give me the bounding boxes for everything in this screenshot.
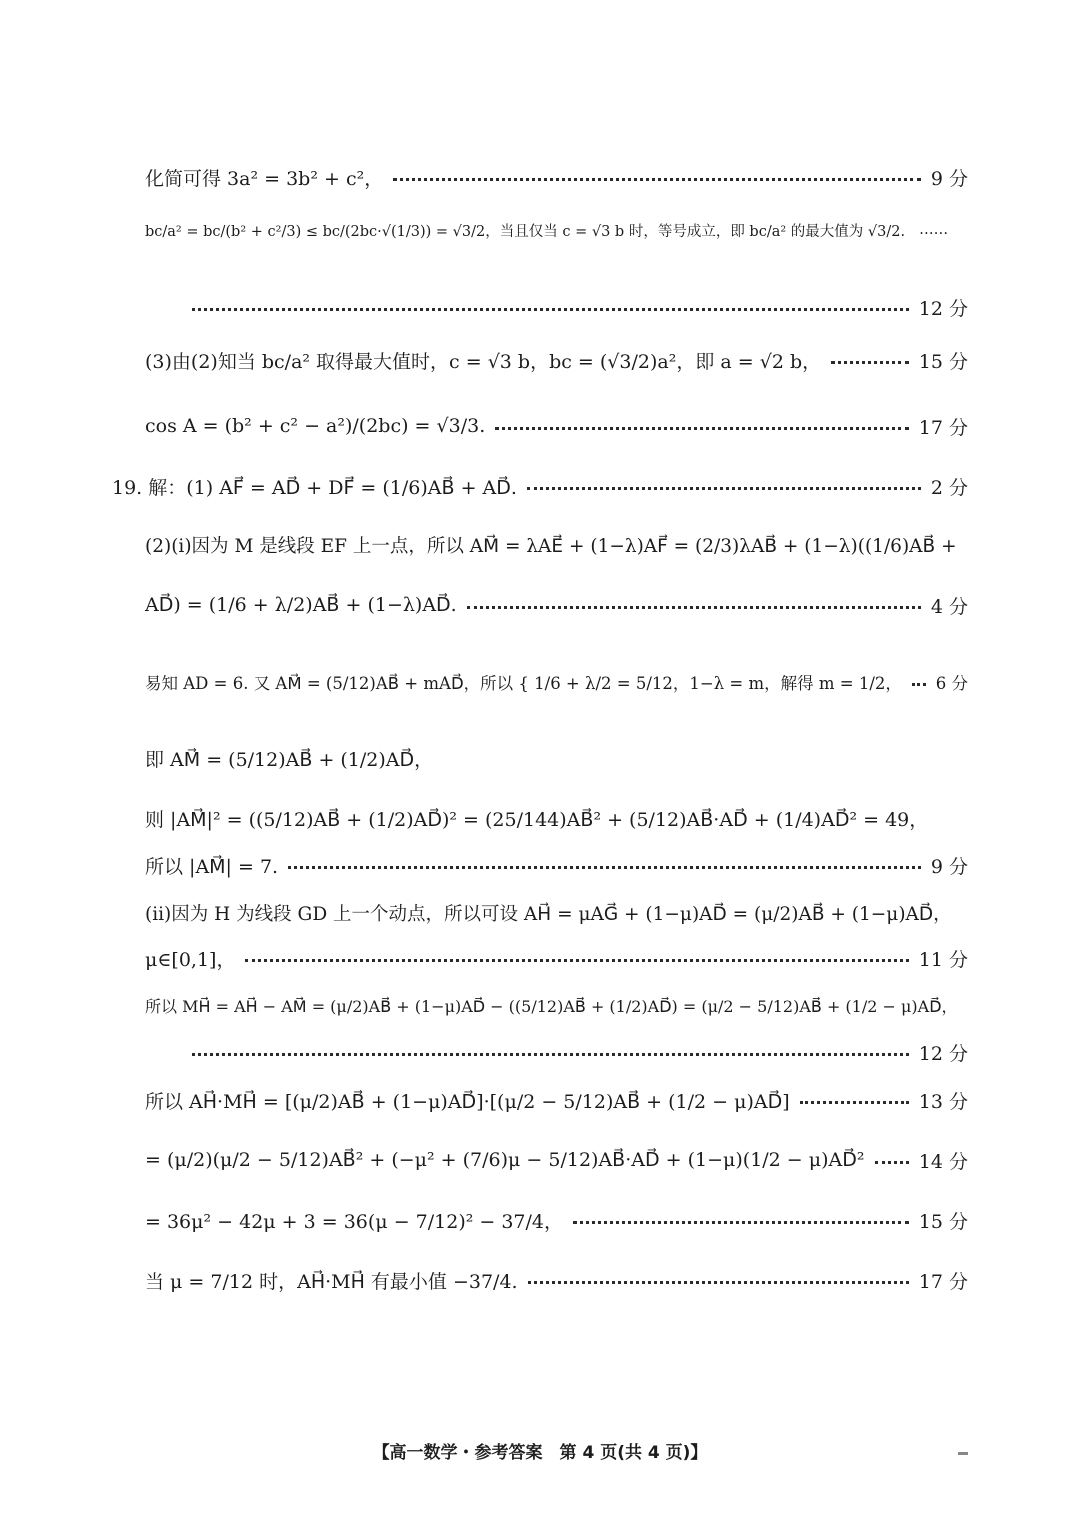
solution-line [145,396,968,456]
dot-leader [800,1101,909,1104]
line-text: 所以 |AM⃗| = 7. [145,855,279,878]
score-mark: 4 分 [930,595,968,618]
score-mark: 14 分 [918,1150,968,1173]
solution-line [145,1130,968,1190]
dot-leader [527,487,921,490]
solution-line [145,515,968,575]
dot-leader [912,683,926,686]
solution-line [145,1070,968,1130]
dot-leader [573,1221,909,1224]
line-text: 则 |AM⃗|² = ((5/12)AB⃗ + (1/2)AD⃗)² = (25/144)AB⃗² + (5/12)AB⃗·AD⃗ + (1/4)AD⃗² = 49， [145,808,929,831]
line-text: μ∈[0,1]， [145,948,236,971]
score-mark: 9 分 [930,855,968,878]
line-text: cos A = (b² + c² − a²)/(2bc) = √3/3. [145,415,486,437]
line-text: 易知 AD = 6. 又 AM⃗ = (5/12)AB⃗ + mAD⃗，所以 { 1/6 + λ/2 = 5/12，1−λ = m，解得 m = 1/2， [145,674,902,693]
dot-leader [288,866,921,869]
dot-leader [495,427,909,430]
line-text: = 36μ² − 42μ + 3 = 36(μ − 7/12)² − 37/4， [145,1210,564,1233]
solution-line [145,575,968,635]
line-text: bc/a² = bc/(b² + c²/3) ≤ bc/(2bc·√(1/3)) = √3/2，当且仅当 c = √3 b 时，等号成立，即 bc/a² 的最大值为 √3/2. [145,223,906,240]
line-trail: …… [919,222,949,238]
line-text: = (μ/2)(μ/2 − 5/12)AB⃗² + (−μ² + (7/6)μ − 5/12)AB⃗·AD⃗ + (1−μ)(1/2 − μ)AD⃗² [145,1149,865,1171]
dot-leader [245,959,908,962]
score-mark: 17 分 [918,416,968,439]
line-text: 所以 AH⃗·MH⃗ = [(μ/2)AB⃗ + (1−μ)AD⃗]·[(μ/2 − 5/12)AB⃗ + (1/2 − μ)AD⃗] [145,1090,790,1113]
dot-leader [875,1161,909,1164]
solution-line [145,330,968,390]
dot-leader [192,1053,909,1056]
line-text: 当 μ = 7/12 时，AH⃗·MH⃗ 有最小值 −37/4. [145,1270,518,1293]
score-mark: 15 分 [918,350,968,373]
line-text: (3)由(2)知当 bc/a² 取得最大值时，c = √3 b，bc = (√3/2)a²，即 a = √2 b， [145,350,822,373]
line-text: 化简可得 3a² = 3b² + c²， [145,167,384,190]
solution-line [145,200,968,260]
line-text: (2)(ⅰ)因为 M 是线段 EF 上一点，所以 AM⃗ = λAE⃗ + (1−λ)AF⃗ = (2/3)λAB⃗ + (1−λ)((1/6)AB⃗ + [145,536,957,557]
line-text: AD⃗) = (1/6 + λ/2)AB⃗ + (1−λ)AD⃗. [145,594,457,616]
dot-leader [467,606,921,609]
dot-leader [393,178,921,181]
solution-line [145,1190,968,1250]
solution-line [112,456,968,516]
score-mark: 15 分 [918,1210,968,1233]
score-mark: 6 分 [935,674,968,693]
solution-line [145,652,968,712]
dot-leader [528,1281,909,1284]
score-mark: 9 分 [930,167,968,190]
score-mark: 2 分 [930,476,968,499]
solution-line [192,277,968,337]
dot-leader [192,308,909,311]
solution-line [145,728,968,788]
score-mark: 12 分 [918,1042,968,1065]
score-mark: 12 分 [918,297,968,320]
solution-line [145,147,968,207]
line-text: (ⅱ)因为 H 为线段 GD 上一个动点，所以可设 AH⃗ = μAG⃗ + (1−μ)AD⃗ = (μ/2)AB⃗ + (1−μ)AD⃗， [145,904,952,925]
score-mark: 13 分 [918,1090,968,1113]
score-mark: 11 分 [918,948,968,971]
dot-leader [831,361,909,364]
corner-mark [958,1452,968,1455]
line-text: 所以 MH⃗ = AH⃗ − AM⃗ = (μ/2)AB⃗ + (1−μ)AD⃗ − ((5/12)AB⃗ + (1/2)AD⃗) = (μ/2 − 5/12)AB⃗ + (1/2 − μ)AD⃗， [145,996,958,1016]
line-text: 19. 解：(1) AF⃗ = AD⃗ + DF⃗ = (1/6)AB⃗ + AD⃗. [112,476,517,499]
score-mark: 17 分 [918,1270,968,1293]
solution-line [145,1250,968,1310]
line-text: 即 AM⃗ = (5/12)AB⃗ + (1/2)AD⃗， [145,748,434,771]
page-footer: 【高一数学・参考答案 第 4 页(共 4 页)】 [372,1443,708,1463]
